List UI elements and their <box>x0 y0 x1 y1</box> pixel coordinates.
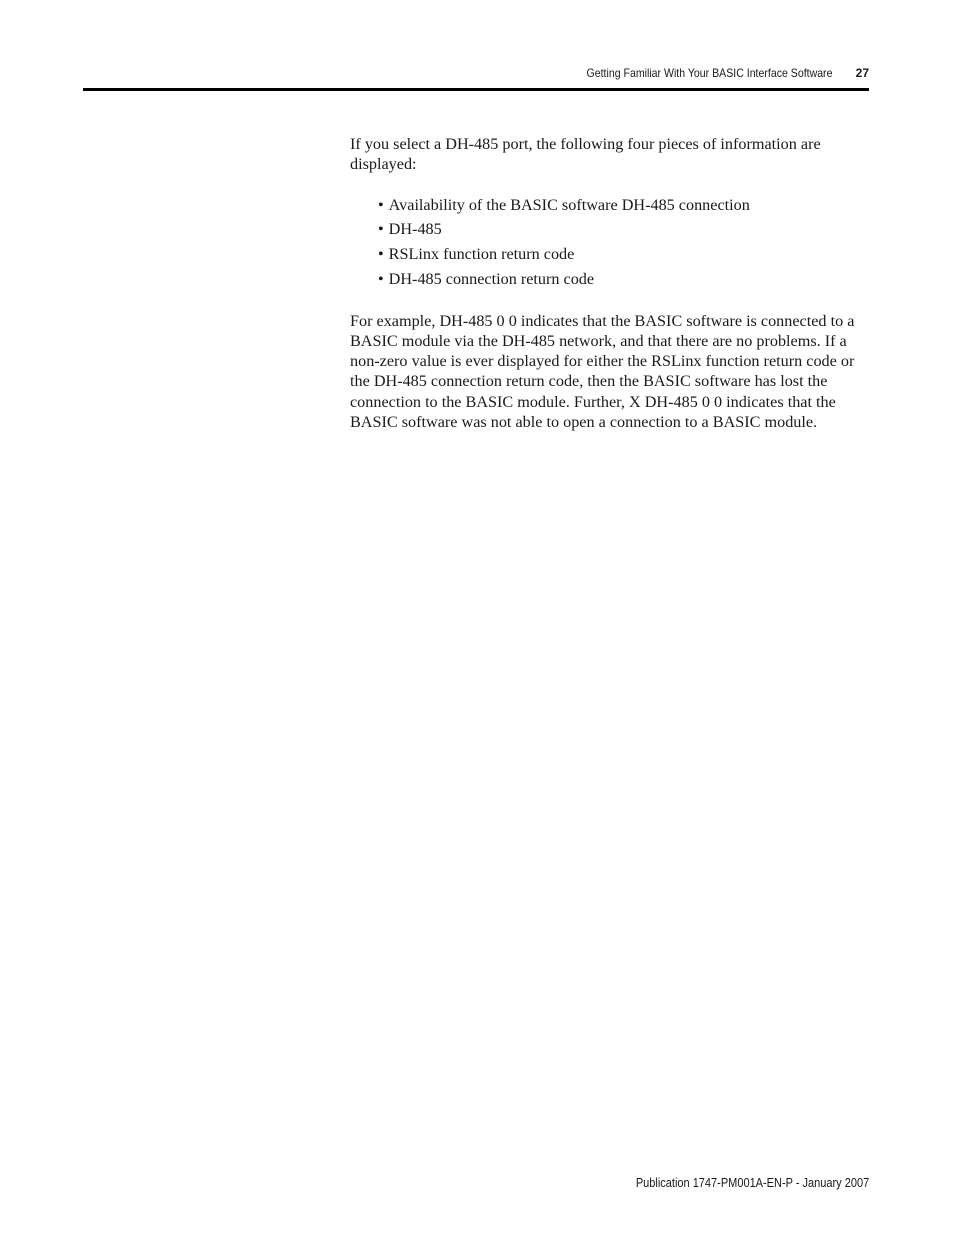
example-paragraph: For example, DH-485 0 0 indicates that the BASIC software is connected to a BASIC module via the DH-485 network, and that there are no problems. If a non-zero value is ever displayed for either the RSLinx function return code or the DH-485 connection return code, then the BASIC software has lost the connection to the BASIC module. Further, X DH-485 0 0 indicates that the BASIC software was not able to open a connection to a BASIC module. <box>350 311 855 432</box>
page-number: 27 <box>855 66 869 80</box>
bullet-dot-icon: • <box>378 270 384 289</box>
list-item-text: RSLinx function return code <box>388 245 575 264</box>
header-rule <box>83 88 869 91</box>
running-title: Getting Familiar With Your BASIC Interface Software <box>586 66 832 80</box>
info-bullet-list <box>350 195 870 290</box>
list-item-text: DH-485 connection return code <box>388 270 595 289</box>
bullet-dot-icon: • <box>378 195 384 214</box>
bullet-dot-icon: • <box>378 220 384 239</box>
list-item <box>378 244 870 264</box>
intro-paragraph: If you select a DH-485 port, the following four pieces of information are displayed: <box>350 135 821 174</box>
list-item <box>378 269 870 289</box>
list-item-text: DH-485 <box>388 220 442 239</box>
list-item <box>378 195 870 215</box>
body-content <box>350 134 870 432</box>
list-item-text: Availability of the BASIC software DH-485 connection <box>388 195 750 214</box>
list-item <box>378 219 870 239</box>
bullet-dot-icon: • <box>378 245 384 264</box>
publication-footer: Publication 1747-PM001A-EN-P - January 2007 <box>635 1176 869 1190</box>
